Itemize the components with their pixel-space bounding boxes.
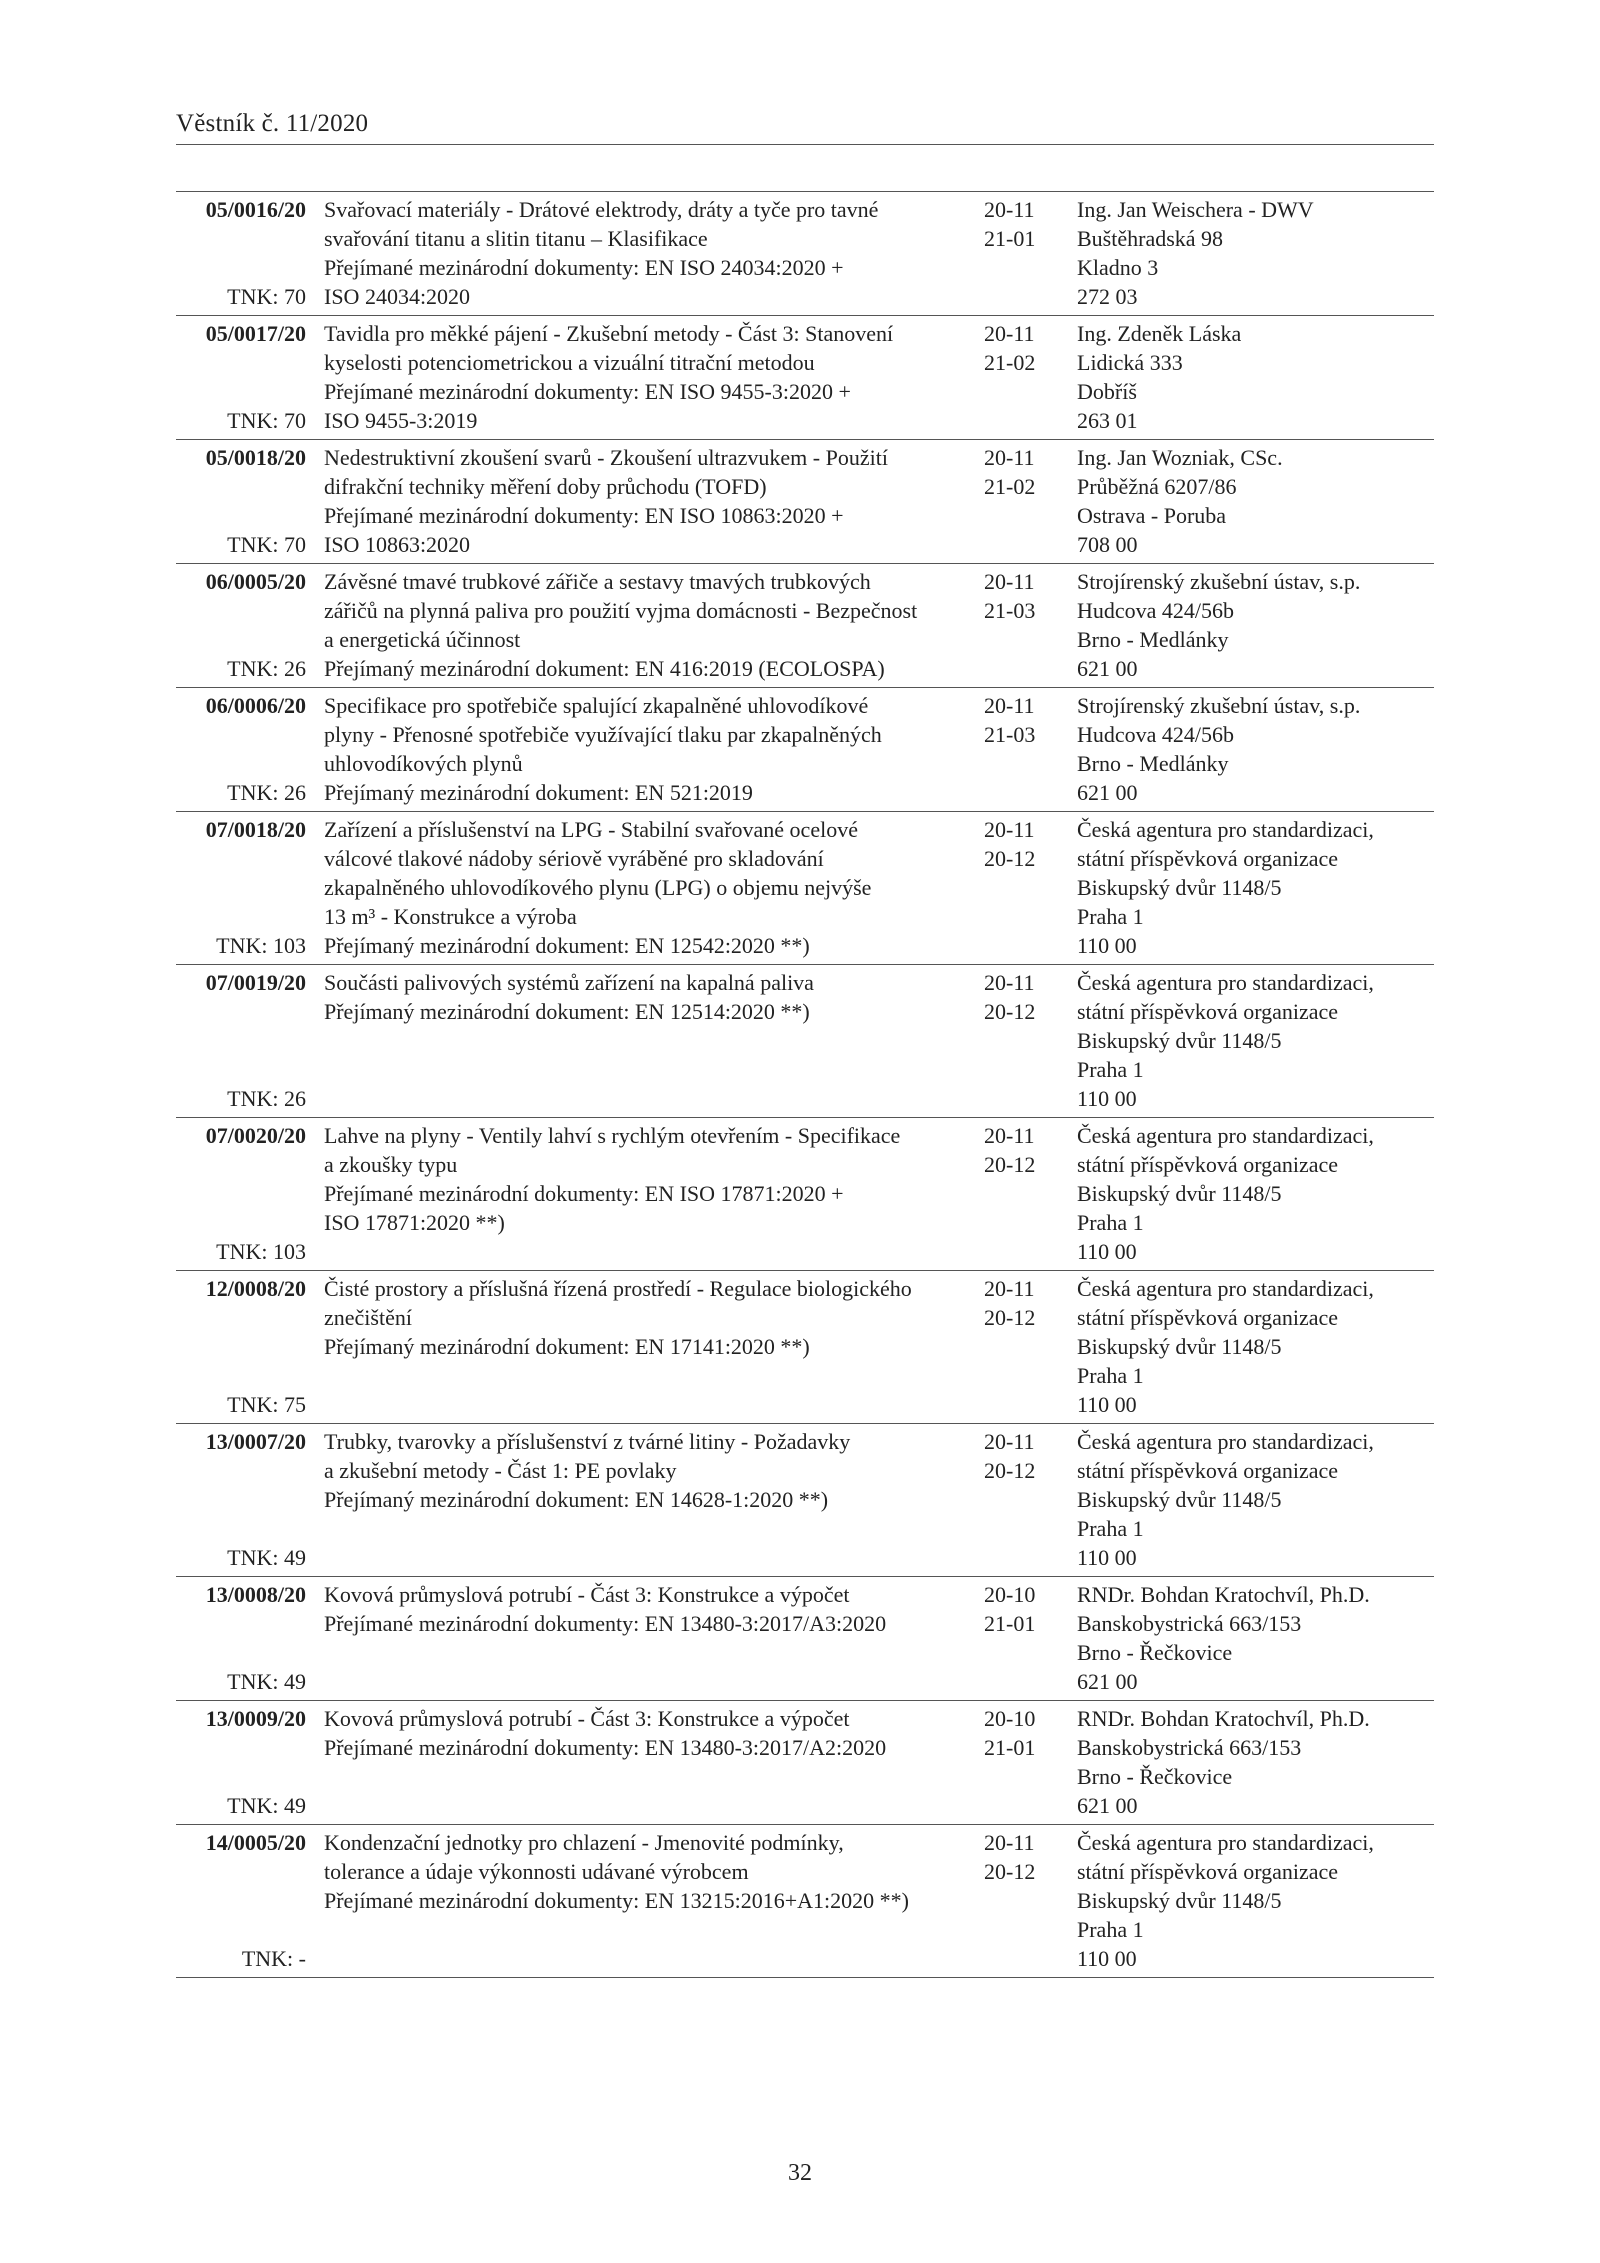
dates-cell [968, 1828, 1060, 1973]
standard-title-cell [306, 1580, 968, 1696]
table-row [176, 1825, 1434, 1978]
processor-line: Praha 1 [1077, 1210, 1144, 1235]
date-line: 20-12 [984, 846, 1036, 871]
date-line: 20-11 [984, 817, 1035, 842]
processor-line: Česká agentura pro standardizaci, [1077, 817, 1374, 842]
processor-line: Strojírenský zkušební ústav, s.p. [1077, 569, 1361, 594]
standard-code: 07/0018/20 [205, 817, 306, 842]
standard-id-cell [176, 443, 306, 559]
title-line: Přejímaný mezinárodní dokument: EN 12514:2020 **) [324, 999, 810, 1024]
processor-cell [1060, 691, 1434, 807]
title-line: ISO 10863:2020 [324, 532, 471, 557]
processor-cell [1060, 195, 1434, 311]
table-row [176, 688, 1434, 812]
table-row [176, 812, 1434, 965]
processor-line: státní příspěvková organizace [1077, 846, 1339, 871]
standard-code: 13/0007/20 [205, 1429, 306, 1454]
standard-code: 12/0008/20 [205, 1276, 306, 1301]
standard-id-cell [176, 1704, 306, 1820]
page-number: 32 [788, 2160, 812, 2186]
date-line: 20-11 [984, 197, 1035, 222]
date-line: 21-01 [984, 226, 1036, 251]
dates-cell [968, 567, 1060, 683]
standard-title-cell [306, 319, 968, 435]
title-line: tolerance a údaje výkonnosti udávané výrobcem [324, 1859, 749, 1884]
dates-cell [968, 1704, 1060, 1820]
table-row [176, 1701, 1434, 1825]
title-line: Přejímané mezinárodní dokumenty: EN ISO 9455-3:2020 + [324, 379, 851, 404]
processor-cell [1060, 1580, 1434, 1696]
processor-line: Biskupský dvůr 1148/5 [1077, 1888, 1282, 1913]
processor-line: 621 00 [1077, 656, 1138, 681]
standard-code: 05/0017/20 [205, 321, 306, 346]
title-line: znečištění [324, 1305, 412, 1330]
date-line: 20-11 [984, 1429, 1035, 1454]
standard-code: 13/0008/20 [205, 1582, 306, 1607]
processor-line: 110 00 [1077, 1239, 1137, 1264]
processor-line: 110 00 [1077, 1946, 1137, 1971]
date-line: 21-03 [984, 722, 1036, 747]
title-line: Kondenzační jednotky pro chlazení - Jmenovité podmínky, [324, 1830, 844, 1855]
standard-title-cell [306, 443, 968, 559]
title-line: Přejímané mezinárodní dokumenty: EN ISO 24034:2020 + [324, 255, 844, 280]
table-row [176, 1424, 1434, 1577]
processor-cell [1060, 319, 1434, 435]
standard-title-cell [306, 1427, 968, 1572]
date-line: 20-10 [984, 1582, 1036, 1607]
processor-line: 110 00 [1077, 933, 1137, 958]
processor-line: Ing. Jan Wozniak, CSc. [1077, 445, 1283, 470]
title-line: Součásti palivových systémů zařízení na kapalná paliva [324, 970, 814, 995]
tnk-label: TNK: 26 [227, 656, 306, 681]
page-header-title: Věstník č. 11/2020 [176, 110, 369, 137]
title-line: Přejímaný mezinárodní dokument: EN 416:2019 (ECOLOSPA) [324, 656, 885, 681]
title-line: a zkoušky typu [324, 1152, 458, 1177]
processor-line: Biskupský dvůr 1148/5 [1077, 875, 1282, 900]
table-row [176, 965, 1434, 1118]
standard-id-cell [176, 319, 306, 435]
processor-cell [1060, 443, 1434, 559]
processor-line: Praha 1 [1077, 1516, 1144, 1541]
processor-line: 708 00 [1077, 532, 1138, 557]
tnk-label: TNK: 49 [227, 1545, 306, 1570]
standard-title-cell [306, 1121, 968, 1266]
processor-line: Ing. Jan Weischera - DWV [1077, 197, 1314, 222]
standard-code: 06/0005/20 [205, 569, 306, 594]
tnk-label: TNK: 70 [227, 284, 306, 309]
processor-line: Banskobystrická 663/153 [1077, 1735, 1302, 1760]
date-line: 20-11 [984, 693, 1035, 718]
table-row [176, 564, 1434, 688]
processor-line: 110 00 [1077, 1086, 1137, 1111]
dates-cell [968, 968, 1060, 1113]
standard-title-cell [306, 968, 968, 1113]
title-line: ISO 17871:2020 **) [324, 1210, 505, 1235]
date-line: 20-11 [984, 1830, 1035, 1855]
title-line: Nedestruktivní zkoušení svarů - Zkoušení ultrazvukem - Použití [324, 445, 888, 470]
title-line: Přejímané mezinárodní dokumenty: EN ISO 17871:2020 + [324, 1181, 844, 1206]
date-line: 21-02 [984, 474, 1036, 499]
processor-line: Dobříš [1077, 379, 1137, 404]
standard-id-cell [176, 1121, 306, 1266]
processor-line: státní příspěvková organizace [1077, 1152, 1339, 1177]
processor-line: Lidická 333 [1077, 350, 1183, 375]
title-line: Přejímané mezinárodní dokumenty: EN ISO 10863:2020 + [324, 503, 844, 528]
table-row [176, 192, 1434, 316]
standard-id-cell [176, 691, 306, 807]
title-line: zářičů na plynná paliva pro použití vyjma domácnosti - Bezpečnost [324, 598, 918, 623]
date-line: 20-12 [984, 1859, 1036, 1884]
processor-line: státní příspěvková organizace [1077, 1859, 1339, 1884]
dates-cell [968, 691, 1060, 807]
dates-cell [968, 1274, 1060, 1419]
title-line: svařování titanu a slitin titanu – Klasifikace [324, 226, 708, 251]
header-rule [176, 144, 1434, 145]
processor-line: 272 03 [1077, 284, 1138, 309]
processor-line: 621 00 [1077, 780, 1138, 805]
processor-line: Hudcova 424/56b [1077, 598, 1235, 623]
date-line: 20-11 [984, 321, 1035, 346]
standard-id-cell [176, 1427, 306, 1572]
processor-line: 621 00 [1077, 1669, 1138, 1694]
date-line: 20-10 [984, 1706, 1036, 1731]
standard-id-cell [176, 1580, 306, 1696]
title-line: Přejímaný mezinárodní dokument: EN 14628-1:2020 **) [324, 1487, 829, 1512]
processor-line: 621 00 [1077, 1793, 1138, 1818]
dates-cell [968, 195, 1060, 311]
title-line: Zařízení a příslušenství na LPG - Stabilní svařované ocelové [324, 817, 858, 842]
standard-title-cell [306, 1704, 968, 1820]
date-line: 20-11 [984, 445, 1035, 470]
processor-cell [1060, 1121, 1434, 1266]
standard-title-cell [306, 815, 968, 960]
tnk-label: TNK: 103 [216, 933, 306, 958]
processor-line: Praha 1 [1077, 1057, 1144, 1082]
standard-id-cell [176, 195, 306, 311]
standard-code: 07/0019/20 [205, 970, 306, 995]
title-line: a zkušební metody - Část 1: PE povlaky [324, 1458, 677, 1483]
title-line: uhlovodíkových plynů [324, 751, 523, 776]
dates-cell [968, 319, 1060, 435]
title-line: Tavidla pro měkké pájení - Zkušební metody - Část 3: Stanovení [324, 321, 894, 346]
title-line: Závěsné tmavé trubkové zářiče a sestavy tmavých trubkových [324, 569, 871, 594]
title-line: kyselosti potenciometrickou a vizuální titrační metodou [324, 350, 815, 375]
standard-title-cell [306, 691, 968, 807]
processor-line: RNDr. Bohdan Kratochvíl, Ph.D. [1077, 1582, 1370, 1607]
title-line: 13 m³ - Konstrukce a výroba [324, 904, 577, 929]
processor-line: Brno - Medlánky [1077, 751, 1229, 776]
processor-line: Ing. Zdeněk Láska [1077, 321, 1242, 346]
standard-id-cell [176, 968, 306, 1113]
processor-line: Praha 1 [1077, 1917, 1144, 1942]
tnk-label: TNK: 70 [227, 408, 306, 433]
table-row [176, 1577, 1434, 1701]
dates-cell [968, 1427, 1060, 1572]
date-line: 20-12 [984, 1152, 1036, 1177]
processor-line: 110 00 [1077, 1392, 1137, 1417]
date-line: 20-12 [984, 1458, 1036, 1483]
title-line: Čisté prostory a příslušná řízená prostředí - Regulace biologického [324, 1276, 912, 1301]
processor-line: Brno - Řečkovice [1077, 1764, 1233, 1789]
processor-line: Česká agentura pro standardizaci, [1077, 1276, 1374, 1301]
processor-line: Kladno 3 [1077, 255, 1159, 280]
title-line: plyny - Přenosné spotřebiče využívající tlaku par zkapalněných [324, 722, 882, 747]
processor-line: Biskupský dvůr 1148/5 [1077, 1334, 1282, 1359]
title-line: Přejímané mezinárodní dokumenty: EN 13215:2016+A1:2020 **) [324, 1888, 909, 1913]
date-line: 21-01 [984, 1611, 1036, 1636]
date-line: 20-12 [984, 999, 1036, 1024]
processor-line: Ostrava - Poruba [1077, 503, 1227, 528]
title-line: Trubky, tvarovky a příslušenství z tvárné litiny - Požadavky [324, 1429, 851, 1454]
processor-cell [1060, 815, 1434, 960]
processor-line: RNDr. Bohdan Kratochvíl, Ph.D. [1077, 1706, 1370, 1731]
processor-line: Buštěhradská 98 [1077, 226, 1224, 251]
title-line: ISO 24034:2020 [324, 284, 471, 309]
processor-line: Průběžná 6207/86 [1077, 474, 1237, 499]
tnk-label: TNK: 103 [216, 1239, 306, 1264]
title-line: Kovová průmyslová potrubí - Část 3: Konstrukce a výpočet [324, 1706, 850, 1731]
processor-line: Banskobystrická 663/153 [1077, 1611, 1302, 1636]
standard-title-cell [306, 1274, 968, 1419]
title-line: Specifikace pro spotřebiče spalující zkapalněné uhlovodíkové [324, 693, 869, 718]
dates-cell [968, 1121, 1060, 1266]
table-row [176, 1271, 1434, 1424]
processor-line: Strojírenský zkušební ústav, s.p. [1077, 693, 1361, 718]
tnk-label: TNK: 26 [227, 780, 306, 805]
tnk-label: TNK: 26 [227, 1086, 306, 1111]
standard-code: 14/0005/20 [205, 1830, 306, 1855]
processor-line: státní příspěvková organizace [1077, 1458, 1339, 1483]
title-line: zkapalněného uhlovodíkového plynu (LPG) o objemu nejvýše [324, 875, 872, 900]
tnk-label: TNK: 70 [227, 532, 306, 557]
date-line: 21-02 [984, 350, 1036, 375]
tnk-label: TNK: 49 [227, 1793, 306, 1818]
standard-id-cell [176, 1828, 306, 1973]
tnk-label: TNK: 49 [227, 1669, 306, 1694]
processor-cell [1060, 968, 1434, 1113]
date-line: 20-11 [984, 569, 1035, 594]
standard-code: 07/0020/20 [205, 1123, 306, 1148]
processor-cell [1060, 1828, 1434, 1973]
dates-cell [968, 1580, 1060, 1696]
processor-line: Česká agentura pro standardizaci, [1077, 970, 1374, 995]
processor-line: Česká agentura pro standardizaci, [1077, 1123, 1374, 1148]
date-line: 21-03 [984, 598, 1036, 623]
standard-code: 06/0006/20 [205, 693, 306, 718]
tnk-label: TNK: - [241, 1946, 306, 1971]
table-row [176, 316, 1434, 440]
processor-line: Česká agentura pro standardizaci, [1077, 1830, 1374, 1855]
standard-code: 05/0018/20 [205, 445, 306, 470]
processor-cell [1060, 1704, 1434, 1820]
title-line: Lahve na plyny - Ventily lahví s rychlým otevřením - Specifikace [324, 1123, 901, 1148]
processor-line: státní příspěvková organizace [1077, 1305, 1339, 1330]
date-line: 20-11 [984, 1276, 1035, 1301]
title-line: Přejímaný mezinárodní dokument: EN 17141:2020 **) [324, 1334, 810, 1359]
title-line: Přejímaný mezinárodní dokument: EN 12542:2020 **) [324, 933, 810, 958]
standard-title-cell [306, 195, 968, 311]
title-line: a energetická účinnost [324, 627, 521, 652]
table-row [176, 440, 1434, 564]
processor-cell [1060, 567, 1434, 683]
title-line: válcové tlakové nádoby sériově vyráběné pro skladování [324, 846, 824, 871]
standards-table [176, 191, 1434, 1978]
title-line: difrakční techniky měření doby průchodu (TOFD) [324, 474, 767, 499]
standard-title-cell [306, 567, 968, 683]
standard-code: 13/0009/20 [205, 1706, 306, 1731]
processor-line: Brno - Řečkovice [1077, 1640, 1233, 1665]
standard-id-cell [176, 1274, 306, 1419]
processor-line: 110 00 [1077, 1545, 1137, 1570]
tnk-label: TNK: 75 [227, 1392, 306, 1417]
standard-title-cell [306, 1828, 968, 1973]
dates-cell [968, 443, 1060, 559]
standard-id-cell [176, 567, 306, 683]
date-line: 21-01 [984, 1735, 1036, 1760]
processor-line: 263 01 [1077, 408, 1138, 433]
title-line: Přejímaný mezinárodní dokument: EN 521:2019 [324, 780, 753, 805]
processor-line: Biskupský dvůr 1148/5 [1077, 1487, 1282, 1512]
processor-cell [1060, 1427, 1434, 1572]
table-row [176, 1118, 1434, 1271]
processor-line: Hudcova 424/56b [1077, 722, 1235, 747]
date-line: 20-11 [984, 970, 1035, 995]
processor-line: Praha 1 [1077, 904, 1144, 929]
dates-cell [968, 815, 1060, 960]
title-line: Přejímané mezinárodní dokumenty: EN 13480-3:2017/A2:2020 [324, 1735, 887, 1760]
processor-line: Praha 1 [1077, 1363, 1144, 1388]
title-line: Kovová průmyslová potrubí - Část 3: Konstrukce a výpočet [324, 1582, 850, 1607]
processor-line: státní příspěvková organizace [1077, 999, 1339, 1024]
processor-line: Biskupský dvůr 1148/5 [1077, 1028, 1282, 1053]
date-line: 20-12 [984, 1305, 1036, 1330]
title-line: Přejímané mezinárodní dokumenty: EN 13480-3:2017/A3:2020 [324, 1611, 887, 1636]
processor-cell [1060, 1274, 1434, 1419]
title-line: ISO 9455-3:2019 [324, 408, 478, 433]
processor-line: Brno - Medlánky [1077, 627, 1229, 652]
processor-line: Česká agentura pro standardizaci, [1077, 1429, 1374, 1454]
processor-line: Biskupský dvůr 1148/5 [1077, 1181, 1282, 1206]
standard-id-cell [176, 815, 306, 960]
title-line: Svařovací materiály - Drátové elektrody, dráty a tyče pro tavné [324, 197, 879, 222]
date-line: 20-11 [984, 1123, 1035, 1148]
standard-code: 05/0016/20 [205, 197, 306, 222]
